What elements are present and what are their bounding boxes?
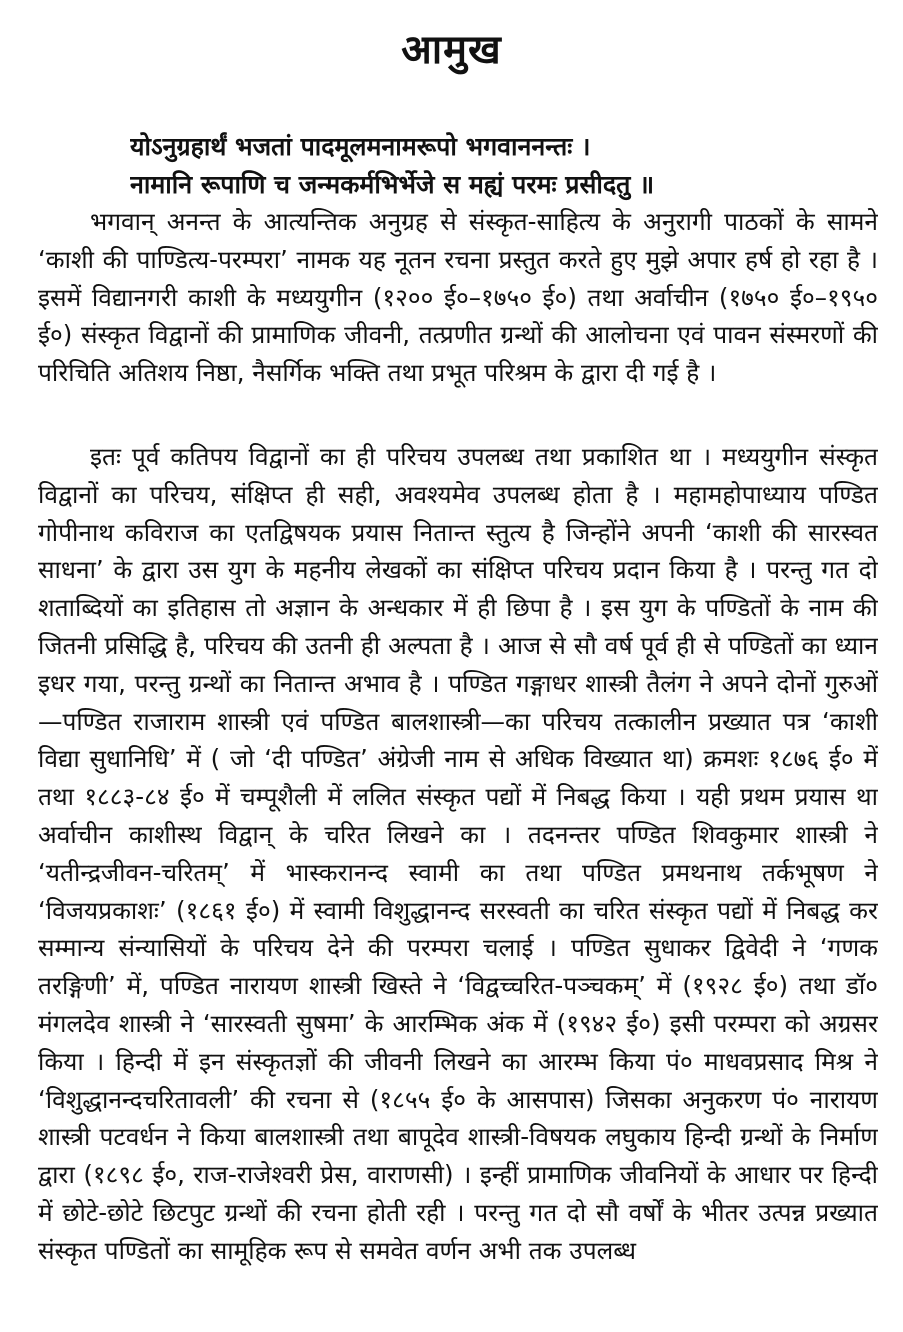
invocation-verse-line-2: नामानि रूपाणि च जन्मकर्मभिर्भेजे स मह्यं परमः प्रसीदतु ॥ <box>130 170 655 199</box>
body-paragraph-2: इतः पूर्व कतिपय विद्वानों का ही परिचय उपलब्ध तथा प्रकाशित था । मध्ययुगीन संस्कृत विद्वानों का परिचय, संक्षिप्त ही सही, अवश्यमेव उपलब्ध होता है । महामहोपाध्याय पण्डित गोपीनाथ कविराज का एतद्विषयक प्रयास नितान्त स्तुत्य है जिन्होंने अपनी ‘काशी की सारस्वत साधना’ के द्वारा उस युग के महनीय लेखकों का संक्षिप्त परिचय प्रदान किया है । परन्तु गत दो शताब्दियों का इतिहास तो अज्ञान के अन्धकार में ही छिपा है । इस युग के पण्डितों के नाम की जितनी प्रसिद्धि है, परिचय की उतनी ही अल्पता है । आज से सौ वर्ष पूर्व ही से पण्डितों का ध्यान इधर गया, परन्तु ग्रन्थों का नितान्त अभाव है । पण्डित गङ्गाधर शास्त्री तैलंग ने अपने दोनों गुरुओं—पण्डित राजाराम शास्त्री एवं पण्डित बालशास्त्री—का परिचय तत्कालीन प्रख्यात पत्र ‘काशी विद्या सुधानिधि’ में ( जो ‘दी पण्डित’ अंग्रेजी नाम से अधिक विख्यात था) क्रमशः १८७६ ई० में तथा १८८३-८४ ई० में चम्पूशैली में ललित संस्कृत पद्यों में निबद्ध किया । यही प्रथम प्रयास था अर्वाचीन काशीस्थ विद्वान् के चरित लिखने का । तदनन्तर पण्डित शिवकुमार शास्त्री ने ‘यतीन्द्रजीवन-चरितम्’ में भास्करानन्द स्वामी का तथा पण्डित प्रमथनाथ तर्कभूषण ने ‘विजयप्रकाशः’ (१८६१ ई०) में स्वामी विशुद्धानन्द सरस्वती का चरित संस्कृत पद्यों में निबद्ध कर सम्मान्य संन्यासियों के परिचय देने की परम्परा चलाई । पण्डित सुधाकर द्विवेदी ने ‘गणक तरङ्गिणी’ में, पण्डित नारायण शास्त्री खिस्ते ने ‘विद्वच्चरित-पञ्चकम्’ में (१९२८ ई०) तथा डॉ० मंगलदेव शास्त्री ने ‘सारस्वती सुषमा’ के आरम्भिक अंक में (१९४२ ई०) इसी परम्परा को अग्रसर किया । हिन्दी में इन संस्कृतज्ञों की जीवनी लिखने का आरम्भ किया पं० माधवप्रसाद मिश्र ने ‘विशुद्धानन्दचरितावली’ की रचना से (१८५५ ई० के आसपास) जिसका अनुकरण पं० नारायण शास्त्री पटवर्धन ने किया बालशास्त्री तथा बापूदेव शास्त्री-विषयक लघुकाय हिन्दी ग्रन्थों के निर्माण द्वारा (१८९८ ई०, राज-राजेश्वरी प्रेस, वाराणसी) । इन्हीं प्रामाणिक जीवनियों के आधार पर हिन्दी में छोटे-छोटे छिटपुट ग्रन्थों की रचना होती रही । परन्तु गत दो सौ वर्षों के भीतर उत्पन्न प्रख्यात संस्कृत पण्डितों का सामूहिक रूप से समवेत वर्णन अभी तक उपलब्ध <box>38 442 878 1265</box>
invocation-verse-line-1: योऽनुग्रहार्थं भजतां पादमूलमनामरूपो भगवाननन्तः । <box>130 132 591 161</box>
page-title: आमुख <box>401 27 502 73</box>
body-paragraph-1: भगवान् अनन्त के आत्यन्तिक अनुग्रह से संस्कृत-साहित्य के अनुरागी पाठकों के सामने ‘काशी की पाण्डित्य-परम्परा’ नामक यह नूतन रचना प्रस्तुत करते हुए मुझे अपार हर्ष हो रहा है । इसमें विद्यानगरी काशी के मध्ययुगीन (१२०० ई०–१७५० ई०) तथा अर्वाचीन (१७५० ई०–१९५० ई०) संस्कृत विद्वानों की प्रामाणिक जीवनी, तत्प्रणीत ग्रन्थों की आलोचना एवं पावन संस्मरणों की परिचिति अतिशय निष्ठा, नैसर्गिक भक्ति तथा प्रभूत परिश्रम के द्वारा दी गई है । <box>38 207 878 388</box>
